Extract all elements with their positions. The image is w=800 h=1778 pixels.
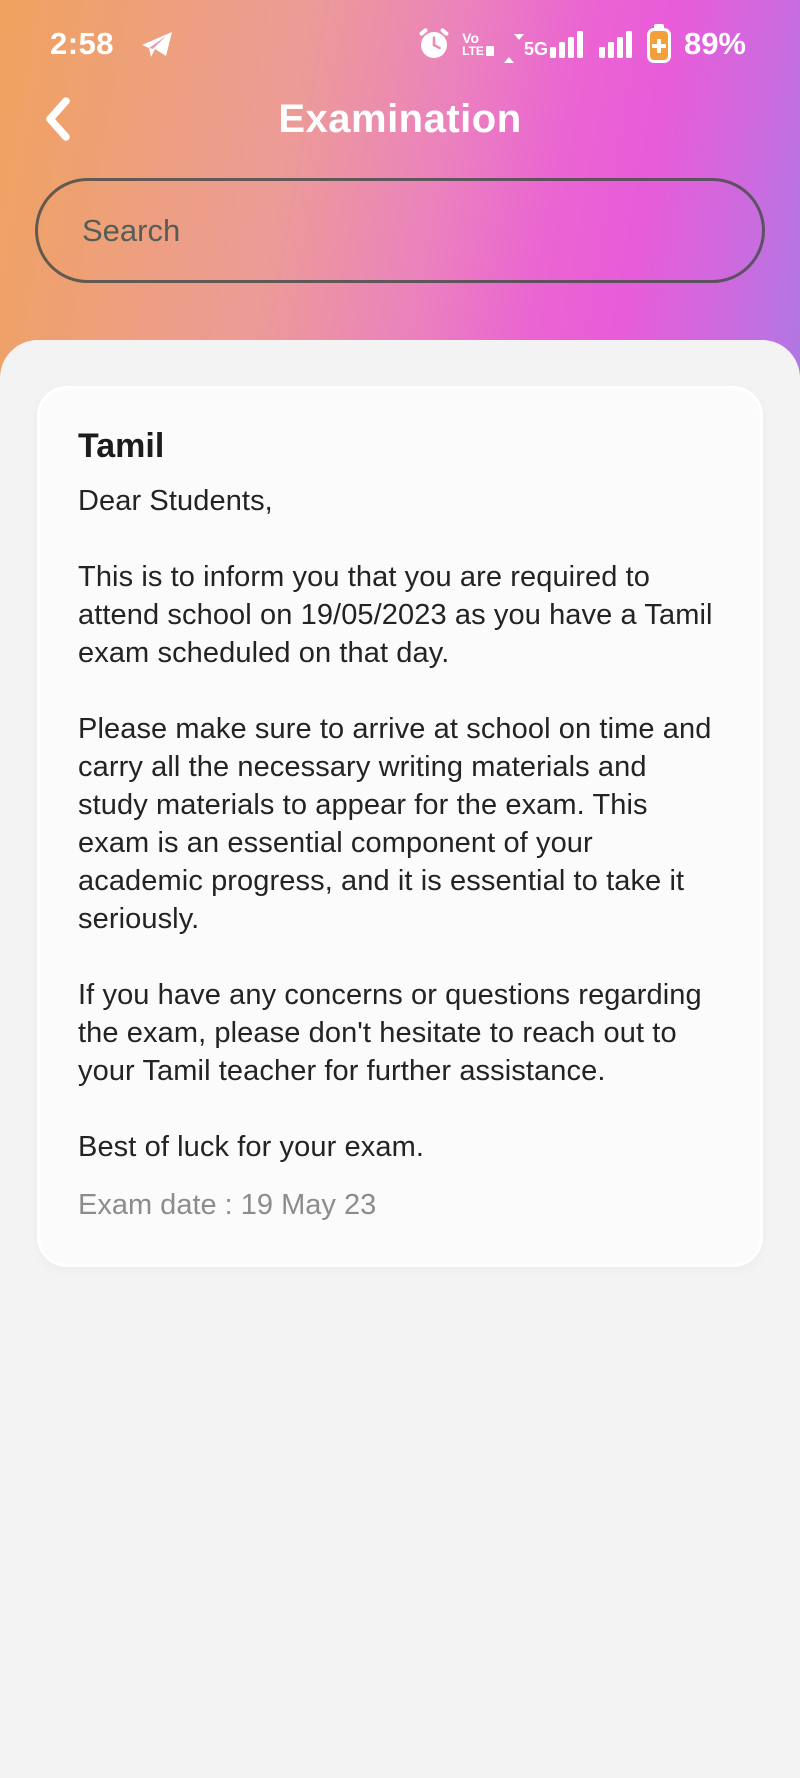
volte-label-bottom: LTE (462, 44, 484, 58)
network-type-label: 5G (523, 38, 548, 59)
signal-5g-icon (504, 31, 583, 58)
alarm-clock-icon (416, 26, 452, 62)
volte-icon (462, 31, 494, 57)
volte-hd-box (486, 46, 494, 56)
status-bar (0, 0, 800, 64)
signal-bars-icon (599, 31, 632, 58)
volte-label-top: Vo (462, 30, 480, 46)
battery-charging-icon (646, 24, 672, 64)
notice-greeting: Dear Students, (78, 485, 273, 517)
notice-closing: Best of luck for your exam. (78, 1131, 424, 1163)
exam-notice-card[interactable] (37, 386, 763, 1267)
status-time: 2:58 (50, 26, 115, 61)
notice-paragraph: This is to inform you that you are required to attend school on 19/05/2023 as you have a Tamil exam scheduled on that day. (78, 561, 713, 669)
page-title: Examination (278, 96, 522, 141)
content-sheet (0, 340, 800, 1778)
back-button[interactable] (30, 88, 86, 150)
nav-bar (0, 88, 800, 150)
notice-paragraph: If you have any concerns or questions regarding the exam, please don't hesitate to reach out to your Tamil teacher for further assistance. (78, 979, 702, 1087)
exam-date-label: Exam date : 19 May 23 (78, 1189, 377, 1221)
chevron-left-icon (44, 95, 72, 143)
search-bar (35, 178, 765, 283)
gradient-header (0, 0, 800, 378)
exam-subject: Tamil (78, 427, 165, 465)
telegram-paper-plane-icon (140, 29, 174, 59)
battery-percent: 89% (683, 26, 746, 61)
updown-arrows-icon (504, 40, 524, 58)
notice-paragraph: Please make sure to arrive at school on time and carry all the necessary writing materials and study materials to appear for the exam. This exam is an essential component of your academic progress, and it is essential to take it seriously. (78, 713, 712, 935)
status-icons-right (416, 24, 746, 64)
search-input[interactable] (35, 178, 765, 283)
